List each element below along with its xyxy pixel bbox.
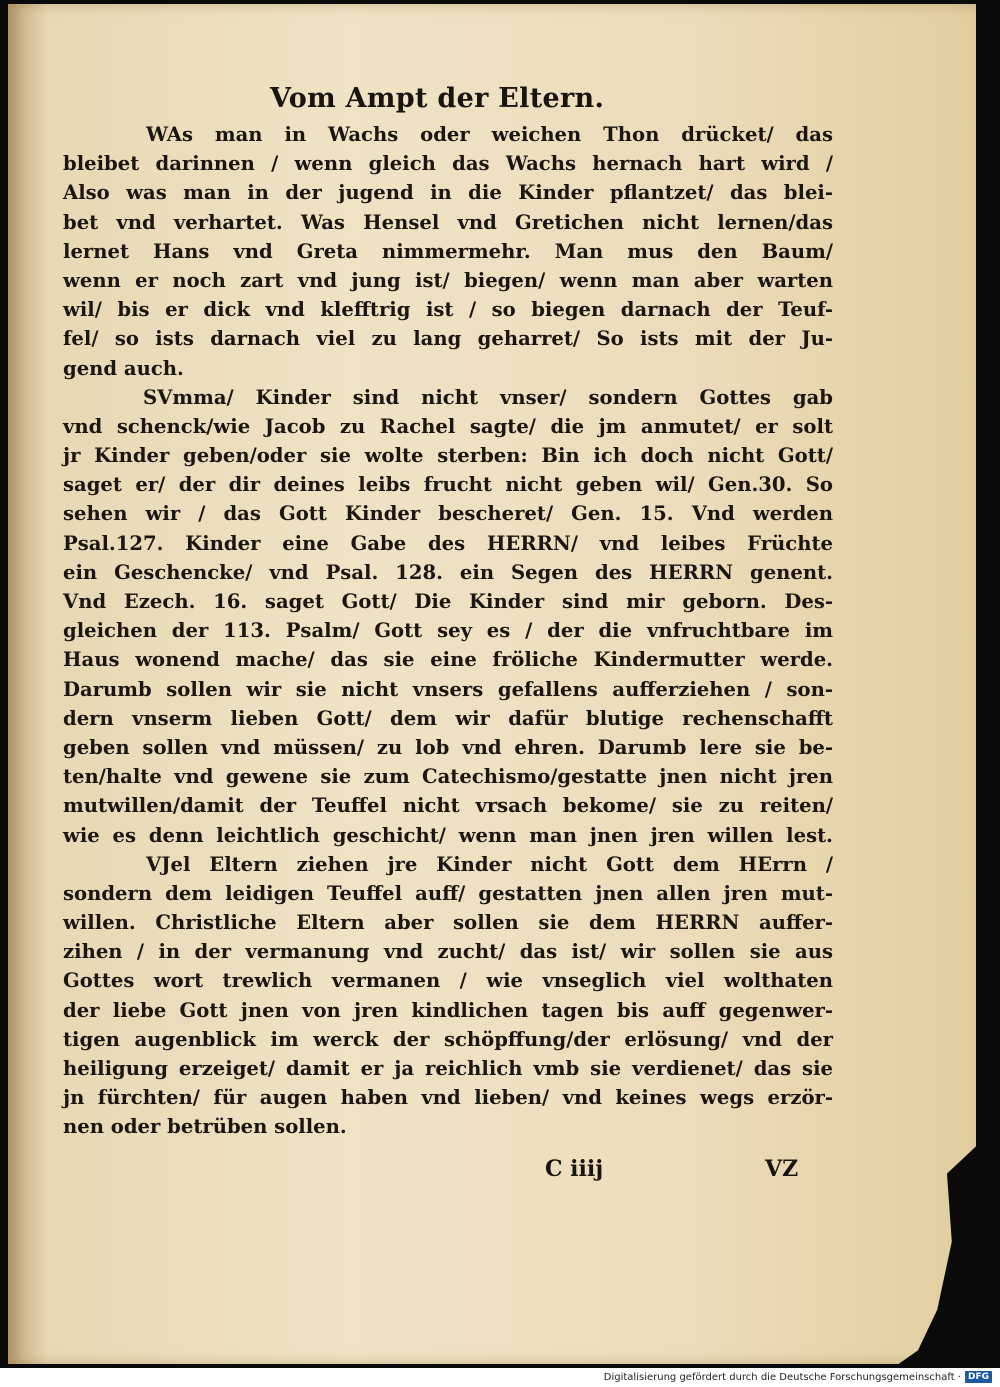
- text-line: SVmma/ Kinder sind nicht vnser/ sondern Gottes gab: [143, 385, 833, 409]
- text-line: heiligung erzeiget/ damit er ja reichlich vmb sie verdienet/ das sie: [63, 1057, 833, 1080]
- funding-credit: Digitalisierung gefördert durch die Deutsche Forschungsgemeinschaft ·: [603, 1371, 961, 1383]
- text-line: jr Kinder geben/oder sie wolte sterben: Bin ich doch nicht Gott/: [63, 444, 833, 468]
- text-line: VJel Eltern ziehen jre Kinder nicht Gott dem HErrn /: [146, 852, 833, 876]
- text-line: gend auch.: [63, 356, 184, 380]
- text-line: mutwillen/damit der Teuffel nicht vrsach bekome/ sie zu reiten/: [63, 794, 833, 818]
- text-line: wie es denn leichtlich geschicht/ wenn man jnen jren willen lest.: [63, 823, 833, 847]
- text-line: Haus wonend mache/ das sie eine fröliche Kindermutter werde.: [63, 648, 833, 672]
- page-gutter-shadow: [8, 4, 48, 1364]
- text-line: sondern dem leidigen Teuffel auff/ gestatten jnen allen jren mut-: [63, 881, 833, 905]
- text-line: jn fürchten/ für augen haben vnd lieben/ vnd keines wegs erzör-: [63, 1086, 833, 1110]
- text-line: saget er/ der dir deines leibs frucht nicht geben wil/ Gen.30. So: [63, 473, 833, 497]
- text-line: ten/halte vnd gewene sie zum Catechismo/gestatte jnen nicht jren: [63, 765, 833, 789]
- text-line: Vnd Ezech. 16. saget Gott/ Die Kinder sind mir geborn. Des-: [63, 590, 833, 613]
- text-line: bet vnd verhartet. Was Hensel vnd Gretichen nicht lernen/das: [63, 210, 833, 234]
- text-line: fel/ so ists darnach viel zu lang geharret/ So ists mit der Ju-: [63, 327, 833, 351]
- text-line: nen oder betrüben sollen.: [63, 1115, 347, 1139]
- text-line: sehen wir / das Gott Kinder bescheret/ Gen. 15. Vnd werden: [63, 502, 833, 526]
- text-line: gleichen der 113. Psalm/ Gott sey es / der die vnfruchtbare im: [63, 619, 833, 643]
- catchword: VZ: [765, 1156, 799, 1182]
- text-line: bleibet darinnen / wenn gleich das Wachs hernach hart wird /: [63, 152, 833, 176]
- text-line: geben sollen vnd müssen/ zu lob vnd ehren. Darumb lere sie be-: [63, 735, 833, 759]
- text-line: der liebe Gott jnen von jren kindlichen tagen bis auff gegenwer-: [63, 998, 833, 1022]
- text-line: vnd schenck/wie Jacob zu Rachel sagte/ die jm anmutet/ er solt: [63, 414, 833, 438]
- text-line: Darumb sollen wir sie nicht vnsers gefallens aufferziehen / son-: [63, 677, 833, 701]
- text-line: Also was man in der jugend in die Kinder pflantzet/ das blei-: [63, 181, 833, 205]
- dfg-logo: DFG: [965, 1371, 992, 1383]
- text-line: ein Geschencke/ vnd Psal. 128. ein Segen des HERRN genent.: [63, 560, 833, 584]
- text-line: willen. Christliche Eltern aber sollen sie dem HERRN auffer-: [63, 911, 833, 935]
- text-line: dern vnserm lieben Gott/ dem wir dafür blutige rechenschafft: [63, 706, 833, 730]
- text-line: Gottes wort trewlich vermanen / wie vnseglich viel wolthaten: [63, 969, 833, 993]
- text-line: wil/ bis er dick vnd klefftrig ist / so biegen darnach der Teuf-: [63, 298, 833, 322]
- text-line: lernet Hans vnd Greta nimmermehr. Man mus den Baum/: [63, 239, 833, 263]
- text-line: zihen / in der vermanung vnd zucht/ das ist/ wir sollen sie aus: [63, 940, 833, 964]
- running-head: Vom Ampt der Eltern.: [270, 83, 605, 114]
- text-line: Psal.127. Kinder eine Gabe des HERRN/ vnd leibes Früchte: [63, 531, 833, 555]
- digitization-footer: [604, 1371, 992, 1383]
- body-text: [63, 120, 833, 1142]
- text-line: wenn er noch zart vnd jung ist/ biegen/ wenn man aber warten: [63, 268, 833, 292]
- signature-mark: C iiij: [545, 1156, 604, 1182]
- text-line: tigen augenblick im werck der schöpffung/der erlösung/ vnd der: [63, 1027, 833, 1051]
- text-line: WAs man in Wachs oder weichen Thon drücket/ das: [146, 123, 833, 146]
